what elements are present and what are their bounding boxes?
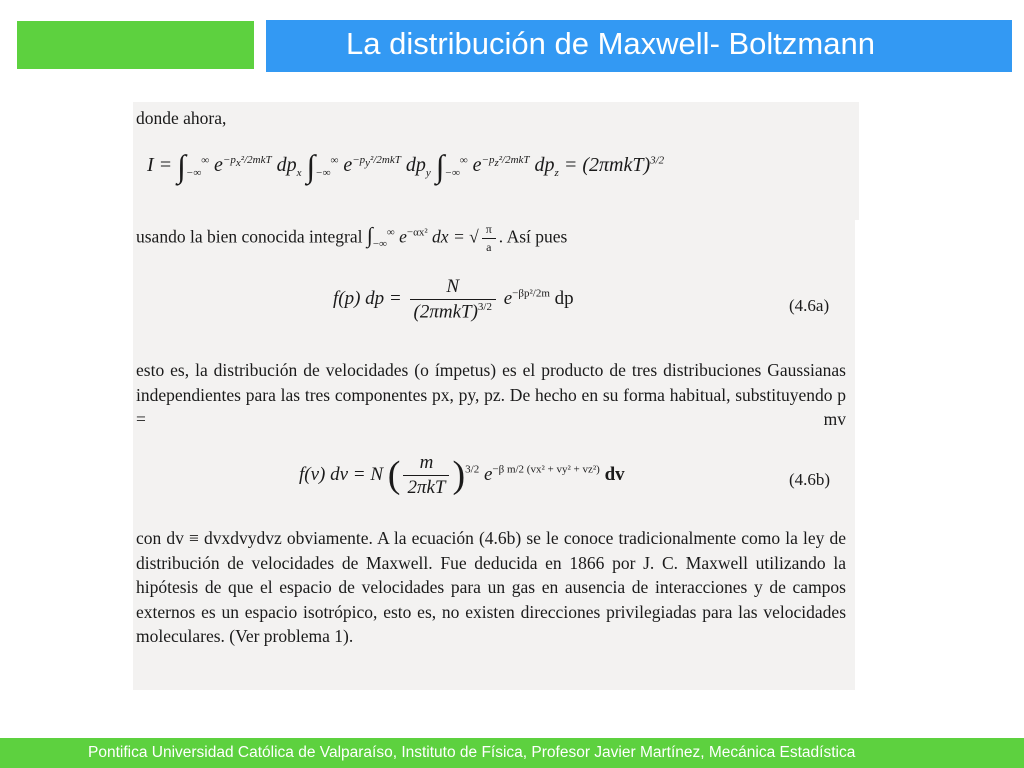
equation-4-6a: f(p) dp = $\frac{N}{(2\pi mkT)^{3/2}}$ $e^{-\beta p^2/2m}$ dp <box>333 276 574 323</box>
integral-line: usando la bien conocida integral $\int_{-\infty}^\infty$ $e^{-\alpha x^2}$ dx = √ $\frac{\pi}{a}$ . Así pues <box>136 222 568 254</box>
paragraph-2: con dv ≡ dvxdvydvz obviamente. A la ecuación (4.6b) se le conoce tradicionalmente como la ley de distribución de velocidades de Maxwell. Fue deducida en 1866 por J. C. Maxwell utilizando la hipótesis de que el espacio de velocidades para un gas en ausencia de interacciones y de campos externos es un espacio isotrópico, esto es, no existen direcciones privilegiadas para las velocidades moleculares. (Ver problema 1). <box>136 528 846 646</box>
scan-edge <box>855 220 865 692</box>
footer-credit: Pontifica Universidad Católica de Valparaíso, Instituto de Física, Profesor Javier Martínez, Mecánica Estadística <box>88 744 856 761</box>
title-banner <box>266 20 1012 72</box>
footer-bar <box>0 738 1024 768</box>
equation-number-4-6b: (4.6b) <box>789 470 831 489</box>
scanned-text-image <box>133 102 859 690</box>
paragraph-1: esto es, la distribución de velocidades (o ímpetus) es el producto de tres distribuciones Gaussianas independientes para las tres componentes px, py, pz. De hecho en su forma habitual, substituyendo p = mv <box>136 360 846 429</box>
equation-I: $I = \int_{-\infty}^\infty$ $e^{-p_x^2/2mkT}$ $dp_x$ $\int_{-\infty}^\infty$ $e^{-p_y^2/2mkT}$ $dp_y$ $\int_{-\infty}^\infty$ $e^{-p_z^2/2mkT}$ $dp_z = (2\pi mkT)^{3/2}$ <box>147 148 665 184</box>
intro-line: donde ahora, <box>136 108 227 128</box>
slide-title: La distribución de Maxwell- Boltzmann <box>346 26 875 61</box>
equation-4-6b: f(v) dv = N ( $\frac{m}{\text{2πkT}}$ )$^{3/2}$ $e^{-\beta m/2 (vx^2 + vy^2 + vz^2)}$ dv <box>299 452 625 498</box>
equation-number-4-6a: (4.6a) <box>789 296 830 315</box>
header-accent-bar <box>17 21 254 69</box>
